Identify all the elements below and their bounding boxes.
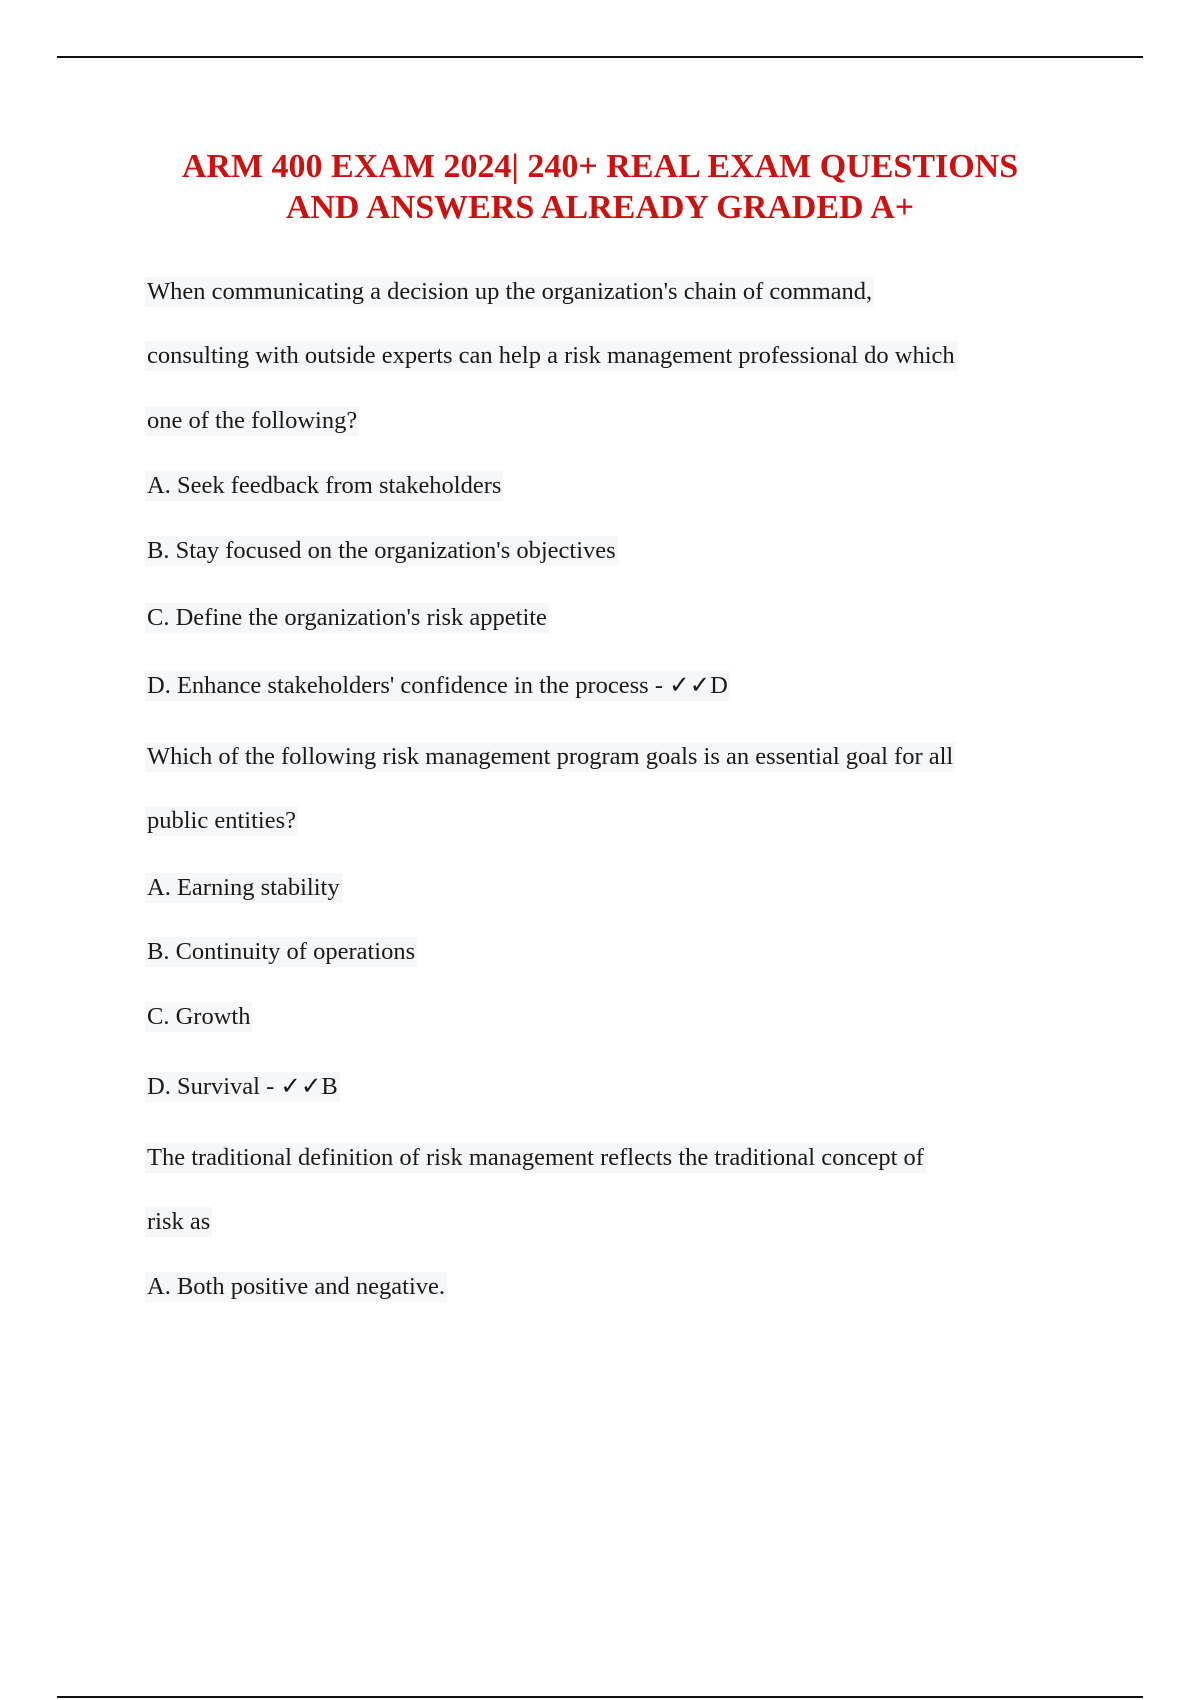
question-1-stem-line-2: consulting with outside experts can help a risk management professional do which xyxy=(147,342,955,369)
top-rule xyxy=(57,56,1143,58)
question-3-stem-line-1: The traditional definition of risk management reflects the traditional concept of xyxy=(147,1144,924,1171)
question-1-option-a: A. Seek feedback from stakeholders xyxy=(147,472,502,499)
question-2-stem-line-2: public entities? xyxy=(147,807,296,834)
title-line-1: ARM 400 EXAM 2024| 240+ REAL EXAM QUESTIONS xyxy=(181,148,1019,185)
question-3-option-a: A. Both positive and negative. xyxy=(147,1273,446,1300)
question-1-stem-line-1: When communicating a decision up the organization's chain of command, xyxy=(147,278,873,305)
question-1-option-b: B. Stay focused on the organization's objectives xyxy=(147,537,616,564)
question-2-option-a: A. Earning stability xyxy=(147,874,340,901)
document-title xyxy=(100,146,1100,228)
question-2-stem-line-1: Which of the following risk management program goals is an essential goal for all xyxy=(147,743,954,770)
question-2-option-b: B. Continuity of operations xyxy=(147,938,416,965)
question-2-option-d-answer: D. Survival - ✓✓B xyxy=(147,1073,338,1100)
bottom-rule xyxy=(57,1696,1143,1698)
question-1-stem-line-3: one of the following? xyxy=(147,407,358,434)
question-1-option-d-answer: D. Enhance stakeholders' confidence in the process - ✓✓D xyxy=(147,672,728,699)
question-1-option-c: C. Define the organization's risk appetite xyxy=(147,604,547,631)
question-2-option-c: C. Growth xyxy=(147,1003,251,1030)
question-3-stem-line-2: risk as xyxy=(147,1208,211,1235)
title-line-2: AND ANSWERS ALREADY GRADED A+ xyxy=(285,189,915,226)
